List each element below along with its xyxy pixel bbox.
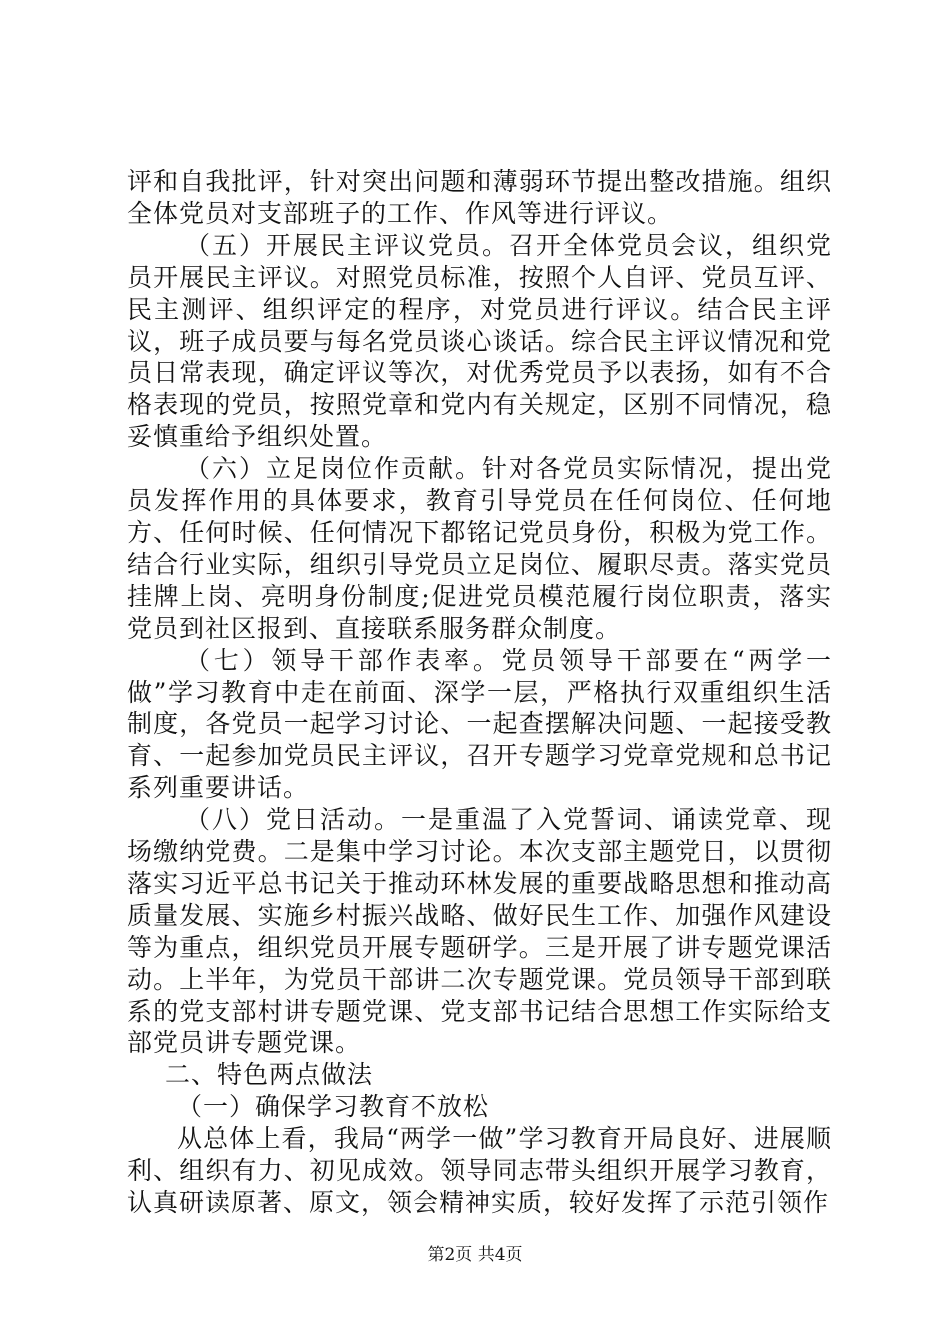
subsection-heading: （一）确保学习教育不放松 <box>177 1092 490 1122</box>
paragraph-section-7: （七）领导干部作表率。党员领导干部要在“两学一做”学习教育中走在前面、深学一层，严格执行双重组织生活制度，各党员一起学习讨论、一起查摆解决问题、一起接受教育、一起参加党员民主评议，召开专题学习党章党规和总书记系列重要讲话。 <box>127 645 832 803</box>
document-body <box>127 166 832 1219</box>
page-number-footer: 第2页 共4页 <box>427 1245 523 1265</box>
paragraph-section-8: （八）党日活动。一是重温了入党誓词、诵读党章、现场缴纳党费。二是集中学习讨论。本次支部主题党日，以贯彻落实习近平总书记关于推动环林发展的重要战略思想和推动高质量发展、实施乡村振兴战略、做好民生工作、加强作风建设等为重点，组织党员开展专题研学。三是开展了讲专题党课活动。上半年，为党员干部讲二次专题党课。党员领导干部到联系的党支部村讲专题党课、党支部书记结合思想工作实际给支部党员讲专题党课。 <box>127 805 832 1058</box>
paragraph-summary: 从总体上看，我局“两学一做”学习教育开局良好、进展顺利、组织有力、初见成效。领导同志带头组织开展学习教育，认真研读原著、原文，领会精神实质，较好发挥了示范引领作 <box>127 1124 832 1217</box>
paragraph-continuation: 评和自我批评，针对突出问题和薄弱环节提出整改措施。组织全体党员对支部班子的工作、作风等进行评议。 <box>127 167 832 228</box>
section-heading: 二、特色两点做法 <box>165 1060 374 1090</box>
paragraph-section-6: （六）立足岗位作贡献。针对各党员实际情况，提出党员发挥作用的具体要求，教育引导党员在任何岗位、任何地方、任何时候、任何情况下都铭记党员身份，积极为党工作。结合行业实际，组织引导党员立足岗位、履职尽责。落实党员挂牌上岗、亮明身份制度;促进党员模范履行岗位职责，落实党员到社区报到、直接联系服务群众制度。 <box>127 454 832 643</box>
paragraph-section-5: （五）开展民主评议党员。召开全体党员会议，组织党员开展民主评议。对照党员标准，按照个人自评、党员互评、民主测评、组织评定的程序，对党员进行评议。结合民主评议，班子成员要与每名党员谈心谈话。综合民主评议情况和党员日常表现，确定评议等次，对优秀党员予以表扬，如有不合格表现的党员，按照党章和党内有关规定，区别不同情况，稳妥慎重给予组织处置。 <box>127 230 832 452</box>
